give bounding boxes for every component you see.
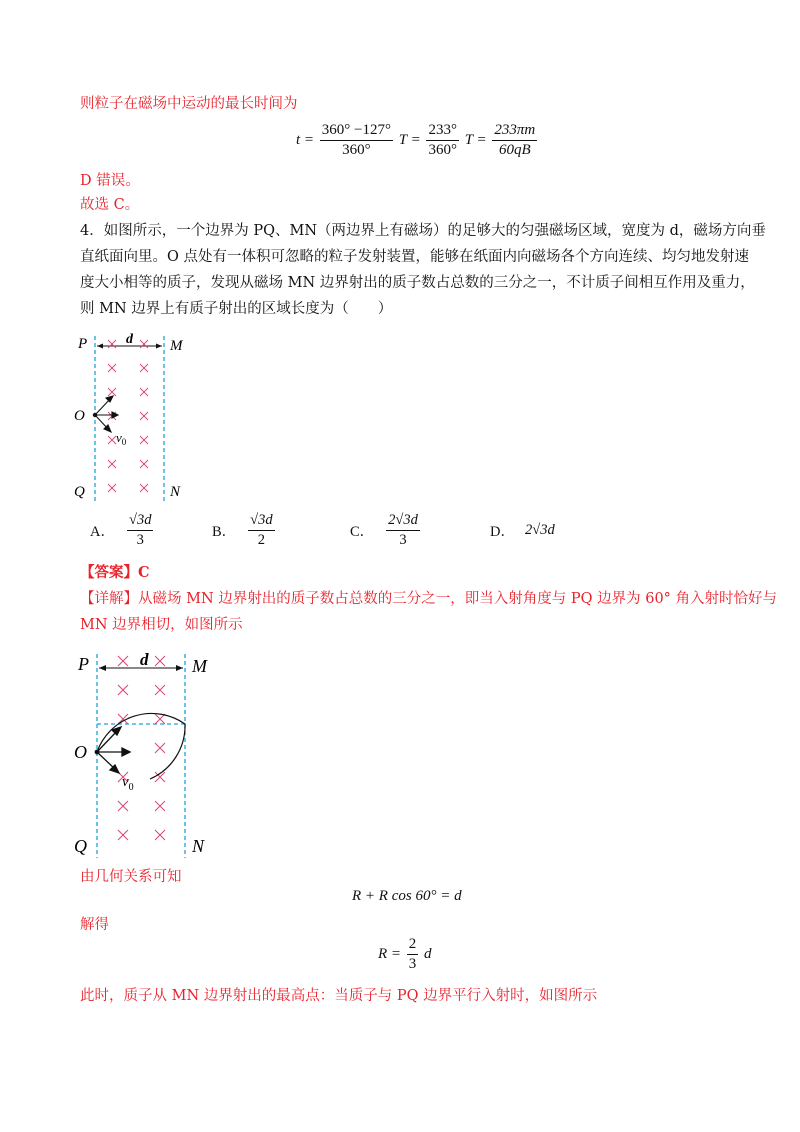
- fraction-3: $\frac{233\pi m}{60qB}$: [494, 122, 536, 158]
- fraction-2: $\frac{233^\circ}{360^\circ}$: [428, 122, 457, 158]
- detail-line-2: MN 边界相切，如图所示: [80, 617, 243, 633]
- fig1-label-q: Q: [74, 484, 85, 500]
- fig2-label-q: Q: [74, 836, 87, 856]
- formula-geometry: R + R cos 60° = d: [352, 888, 462, 904]
- fig2-label-n: N: [192, 836, 205, 856]
- option-a[interactable]: A． $\frac{√3d}{3}$: [90, 512, 152, 548]
- question-line-1: 4．如图所示，一个边界为 PQ、MN（两边界上有磁场）的足够大的匀强磁场区域，宽度为 d，磁场方向垂: [80, 223, 766, 239]
- question-line-2: 直纸面向里。O 点处有一体积可忽略的粒子发射装置，能够在纸面内向磁场各个方向连续、均匀地发射速: [80, 249, 749, 265]
- formula-time: t = $\frac{360^\circ -127^\circ}{360^\circ}$ T = $\frac{233^\circ}{360^\circ}$ T = $\frac{233\pi m}{60qB}$: [296, 122, 536, 158]
- fig2-label-m: M: [192, 656, 207, 676]
- answer-line: 【答案】C: [80, 564, 150, 581]
- text-line-d-wrong: D 错误。: [80, 173, 140, 189]
- formula-t: t =: [296, 131, 315, 148]
- fig1-label-d: d: [126, 332, 133, 347]
- question-line-4: 则 MN 边界上有质子射出的区域长度为（ ）: [80, 301, 393, 317]
- option-d[interactable]: D． 2√3d: [490, 521, 555, 540]
- fig1-label-v: $v_0$: [116, 430, 127, 447]
- fig1-velocity-arrows: [95, 396, 118, 432]
- fig1-label-m: M: [170, 338, 183, 354]
- fig2-velocity-arrows: [97, 727, 130, 773]
- figure-1-magnetic-field: [70, 328, 200, 504]
- figure-2-tangent-trajectory: [70, 644, 230, 862]
- fig2-label-d: d: [140, 650, 149, 669]
- fig2-label-p: P: [78, 654, 89, 674]
- text-line-geometry: 由几何关系可知: [80, 869, 182, 885]
- fig1-label-n: N: [170, 484, 181, 500]
- option-c[interactable]: C． $\frac{2√3d}{3}$: [350, 512, 418, 548]
- fraction-1: $\frac{360^\circ -127^\circ}{360^\circ}$: [321, 122, 392, 158]
- text-line-last: 此时，质子从 MN 边界射出的最高点：当质子与 PQ 边界平行入射时，如图所示: [80, 988, 598, 1004]
- text-line-solve: 解得: [80, 917, 109, 933]
- option-b[interactable]: B． $\frac{√3d}{2}$: [212, 512, 273, 548]
- text-line-choose-c: 故选 C。: [80, 197, 140, 213]
- fig2-label-v: $v_0$: [122, 774, 134, 793]
- fig2-field-crosses: [118, 656, 165, 840]
- question-line-3: 度大小相等的质子，发现从磁场 MN 边界射出的质子数占总数的三分之一，不计质子间相互作用及重力，: [80, 275, 755, 291]
- text-line-longest-time: 则粒子在磁场中运动的最长时间为: [80, 96, 298, 112]
- fig1-label-o: O: [74, 408, 85, 424]
- fig1-label-p: P: [78, 336, 88, 352]
- formula-radius: R = $\frac{2}{3}$ d: [378, 936, 432, 972]
- detail-line-1: 【详解】从磁场 MN 边界射出的质子数占总数的三分之一，即当入射角度与 PQ 边界为 60° 角入射时恰好与: [80, 591, 778, 607]
- fig2-label-o: O: [74, 742, 87, 762]
